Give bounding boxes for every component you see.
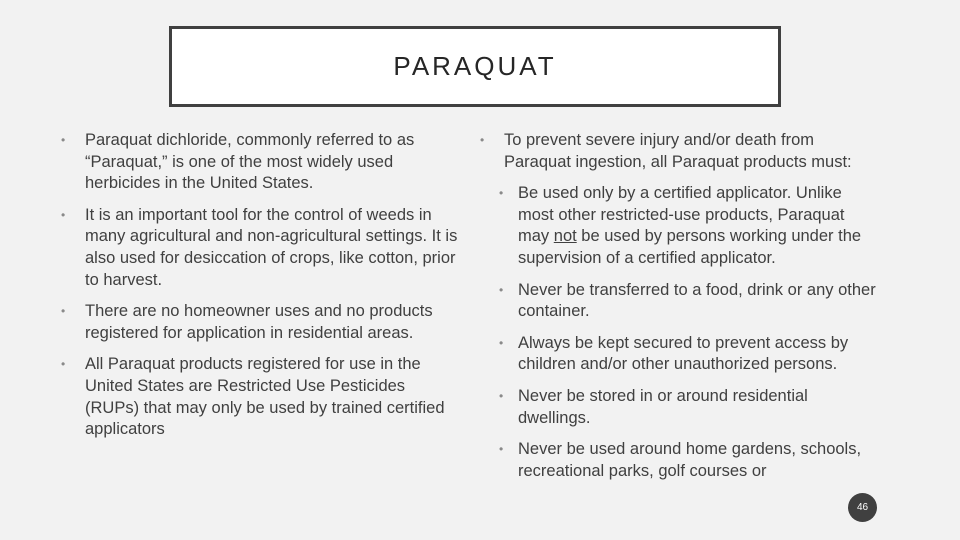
bullet-icon: • — [480, 133, 485, 147]
list-item — [61, 130, 461, 195]
bullet-text: Paraquat dichloride, commonly referred to as “Paraquat,” is one of the most widely used herbicides in the United States. — [85, 131, 415, 193]
left-column — [61, 130, 461, 441]
sub-bullet-text: Never be used around home gardens, schools, recreational parks, golf courses or — [518, 440, 862, 480]
page-number: 46 — [856, 502, 869, 513]
bullet-text: It is an important tool for the control of weeds in many agricultural and non-agricultural settings. It is also used for desiccation of crops, like cotton, prior to harvest. — [85, 205, 458, 289]
sub-bullet-text: Always be kept secured to prevent access by children and/or other unauthorized persons. — [518, 333, 849, 374]
bullet-icon: • — [499, 442, 504, 457]
bullet-text: There are no homeowner uses and no products registered for application in residential areas. — [85, 302, 433, 342]
bullet-icon: • — [61, 304, 66, 319]
page-number-badge — [848, 493, 877, 522]
sub-list-item — [480, 439, 880, 482]
bullet-icon: • — [61, 357, 66, 372]
list-item — [61, 205, 461, 291]
sub-bullet-text-start: Be used only by a certified applicator. Unlike most other restricted-use products, Paraquat may — [518, 184, 845, 246]
sub-bullet-text-end: be used by persons working under the supervision of a certified applicator. — [518, 227, 862, 267]
sub-list-item — [480, 280, 880, 323]
bullet-icon: • — [61, 207, 66, 222]
sub-list-item — [480, 333, 880, 376]
title-box — [169, 26, 781, 107]
bullet-icon: • — [61, 133, 66, 147]
list-item — [61, 301, 461, 344]
bullet-icon: • — [499, 335, 504, 350]
bullet-icon: • — [499, 186, 504, 201]
slide-title: PARAQUAT — [393, 51, 557, 81]
bullet-icon: • — [499, 282, 504, 297]
sub-bullet-text: Never be stored in or around residential dwellings. — [518, 386, 808, 427]
sub-list-item — [480, 386, 880, 429]
bullet-icon: • — [499, 388, 504, 403]
sub-list-item — [480, 183, 880, 269]
list-item — [61, 354, 461, 440]
right-column — [480, 130, 880, 482]
sub-bullet-text: Never be transferred to a food, drink or any other container. — [518, 280, 876, 321]
emphasis-not: not — [553, 227, 577, 246]
list-item — [480, 130, 880, 173]
bullet-text: All Paraquat products registered for use in the United States are Restricted Use Pesticides (RUPs) that may only be used by trained certified applicators — [85, 355, 445, 439]
bullet-text: To prevent severe injury and/or death from Paraquat ingestion, all Paraquat products must: — [504, 131, 852, 171]
